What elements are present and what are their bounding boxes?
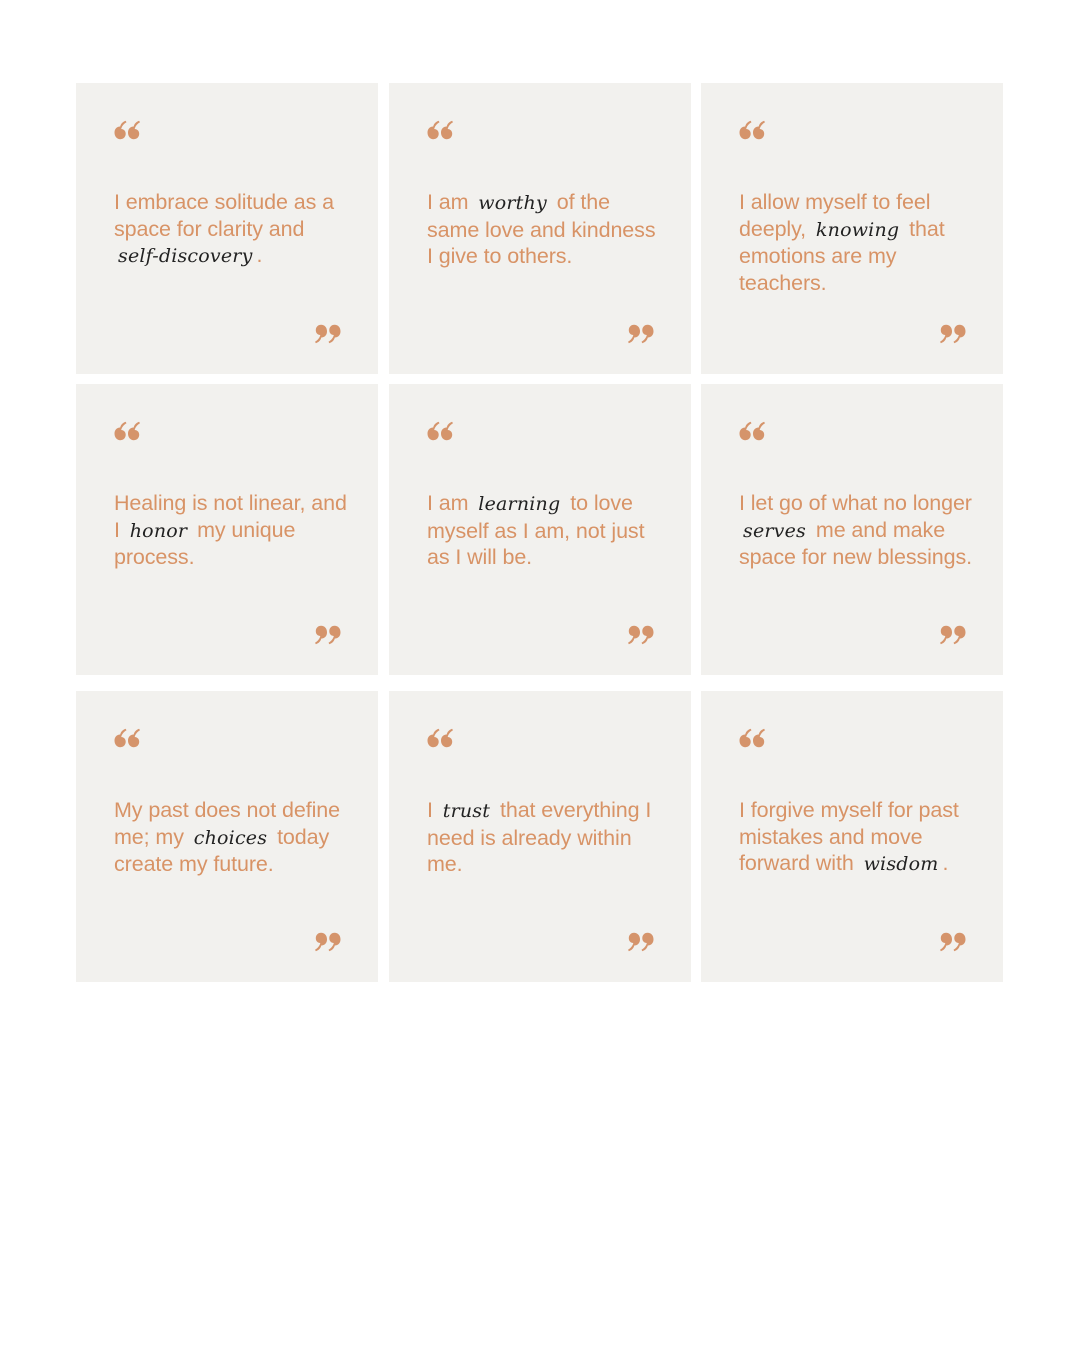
affirmation-text bbox=[739, 490, 973, 571]
open-quote-icon bbox=[114, 728, 140, 748]
close-quote-icon bbox=[628, 324, 654, 344]
affirmation-card bbox=[76, 384, 378, 675]
affirmation-emphasis-word: self-discovery bbox=[118, 245, 253, 268]
affirmation-card bbox=[76, 83, 378, 374]
open-quote-icon bbox=[739, 120, 765, 140]
open-quote-icon bbox=[427, 120, 453, 140]
affirmation-text-end: . bbox=[942, 851, 949, 876]
affirmation-text-end: that emotions are my teachers. bbox=[739, 216, 945, 296]
affirmation-emphasis-word: honor bbox=[129, 519, 188, 542]
open-quote-icon bbox=[114, 120, 140, 140]
affirmation-text-end: me and make space for new blessings. bbox=[739, 517, 973, 570]
affirmation-emphasis-word: knowing bbox=[815, 218, 900, 241]
affirmation-text-start: I forgive myself for past mistakes and move forward with bbox=[739, 798, 959, 876]
close-quote-icon bbox=[940, 324, 966, 344]
close-quote-icon bbox=[628, 625, 654, 645]
affirmation-card bbox=[389, 83, 691, 374]
affirmation-text-start: I let go of what no longer bbox=[739, 491, 972, 515]
affirmation-text bbox=[739, 797, 973, 878]
affirmation-text-start: I bbox=[427, 798, 433, 822]
affirmation-card bbox=[701, 384, 1003, 675]
affirmation-text-start: I am bbox=[427, 491, 469, 515]
affirmation-card bbox=[701, 83, 1003, 374]
affirmation-text-end: . bbox=[256, 243, 263, 268]
affirmation-text-start: I embrace solitude as a space for clarity and bbox=[114, 190, 334, 241]
affirmation-text bbox=[114, 797, 348, 878]
affirmation-text-end: today create my future. bbox=[114, 824, 330, 877]
close-quote-icon bbox=[315, 324, 341, 344]
open-quote-icon bbox=[114, 421, 140, 441]
affirmation-text-end: of the same love and kindness I give to others. bbox=[427, 190, 656, 269]
affirmation-text-start: Healing is not linear, and I bbox=[114, 491, 347, 542]
affirmation-text bbox=[427, 189, 661, 270]
close-quote-icon bbox=[940, 932, 966, 952]
close-quote-icon bbox=[940, 625, 966, 645]
affirmation-text-start: I am bbox=[427, 190, 469, 214]
affirmation-emphasis-word: choices bbox=[193, 826, 268, 849]
close-quote-icon bbox=[628, 932, 654, 952]
affirmation-emphasis-word: learning bbox=[478, 493, 561, 515]
affirmation-text-end: my unique process. bbox=[114, 517, 296, 570]
affirmation-text bbox=[427, 490, 661, 571]
affirmation-text bbox=[114, 490, 348, 571]
affirmation-emphasis-word: wisdom bbox=[863, 853, 939, 876]
affirmation-card bbox=[389, 384, 691, 675]
affirmation-grid bbox=[76, 83, 1004, 982]
affirmation-text bbox=[114, 189, 348, 270]
affirmation-text-end: that everything I need is already within me. bbox=[427, 798, 652, 877]
affirmation-card bbox=[389, 691, 691, 982]
close-quote-icon bbox=[315, 625, 341, 645]
open-quote-icon bbox=[427, 728, 453, 748]
affirmation-text-end: to love myself as I am, not just as I will be. bbox=[427, 491, 645, 570]
affirmation-emphasis-word: trust bbox=[442, 800, 491, 822]
affirmation-text bbox=[739, 189, 973, 297]
affirmation-text-start: I allow myself to feel deeply, bbox=[739, 190, 931, 241]
open-quote-icon bbox=[739, 421, 765, 441]
open-quote-icon bbox=[739, 728, 765, 748]
affirmation-emphasis-word: worthy bbox=[478, 192, 547, 214]
affirmation-text bbox=[427, 797, 661, 878]
close-quote-icon bbox=[315, 932, 341, 952]
affirmation-card bbox=[701, 691, 1003, 982]
open-quote-icon bbox=[427, 421, 453, 441]
affirmation-text-start: My past does not define me; my bbox=[114, 798, 340, 849]
affirmation-emphasis-word: serves bbox=[743, 519, 807, 542]
affirmation-card bbox=[76, 691, 378, 982]
